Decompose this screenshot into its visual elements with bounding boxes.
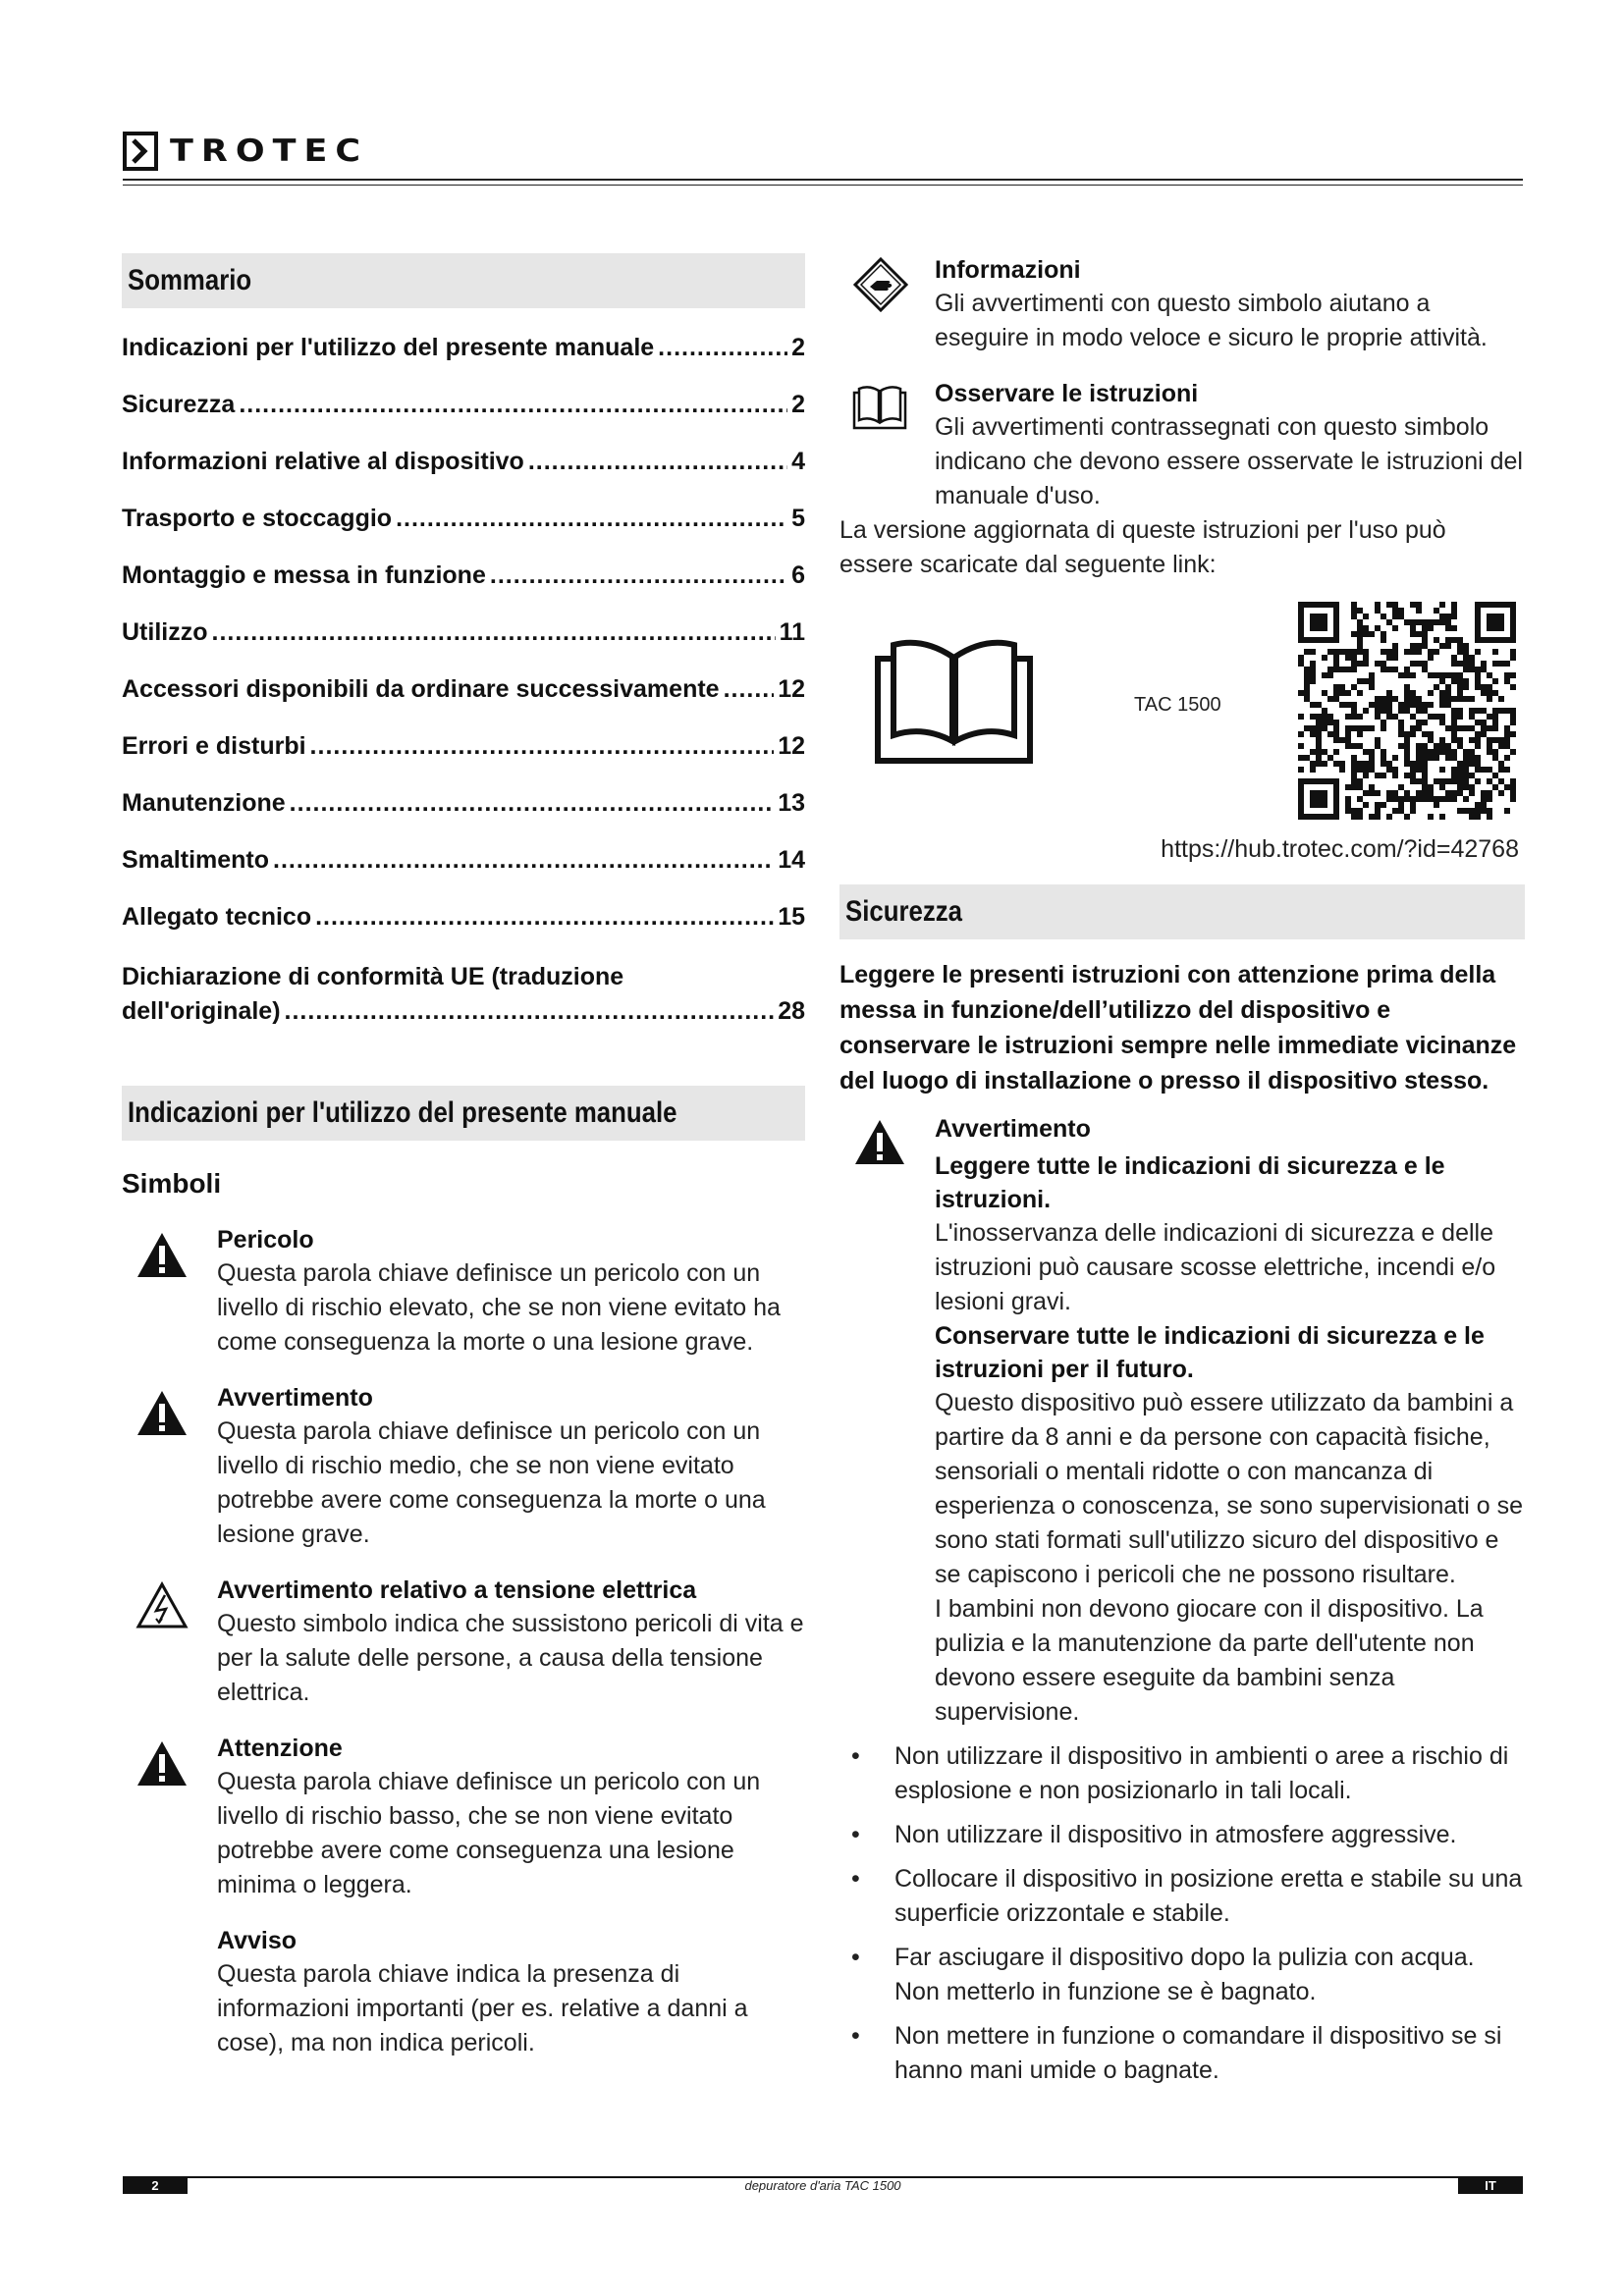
safety-warning: Avvertimento Leggere tutte le indicazioni di sicurezza e le istruzioni. L'inosservanza delle indicazioni di sicurezza e delle istruzioni può causare scosse elettriche, incendi e/o lesioni gravi. Conservare tutte le indicazioni di sicurezza e le istruzioni per il futuro. Questo dispositivo può essere utilizzato da bambini a partire da 8 anni e da persone con capacità fisiche, sensoriali o mentali ridotte o con mancanza di esperienza o conoscenza, se sono supervisionati o se sono stati formati sull'utilizzo sicuro del dispositivo e se capiscono i pericoli che ne possono risultare. I bambini non devono giocare con il dispositivo. La pulizia e la manutenzione da parte dell'utente non devono essere eseguite da bambini senza supervisione.	[839, 1112, 1525, 1730]
left-column	[122, 253, 805, 2060]
brand-name: TROTEC	[170, 133, 369, 169]
warning-icon	[135, 1389, 189, 1438]
symbol-danger: Pericolo Questa parola chiave definisce un pericolo con un livello di rischio elevato, che se non viene evitato ha come conseguenza la morte o una lesione grave.	[122, 1223, 805, 1360]
header-divider	[123, 179, 1523, 181]
toc-entry[interactable]: Accessori disponibili da ordinare successivamente ..... 12	[122, 664, 805, 721]
right-column	[839, 253, 1525, 2088]
qr-code[interactable]	[1298, 602, 1516, 820]
safety-heading: Sicurezza	[839, 884, 1525, 939]
header-divider-thin	[123, 185, 1523, 186]
toc-entry[interactable]: Informazioni relative al dispositivo ..... 4	[122, 436, 805, 493]
list-item: • Non utilizzare il dispositivo in ambienti o aree a rischio di esplosione e non posizionarlo in tali locali.	[839, 1739, 1525, 1808]
toc-entry[interactable]: Montaggio e messa in funzione ..... 6	[122, 550, 805, 607]
toc-entry[interactable]: Smaltimento ..... 14	[122, 834, 805, 891]
safety-intro: Leggere le presenti istruzioni con attenzione prima della messa in funzione/dell’utilizzo del dispositivo e conservare le istruzioni sempre nelle immediate vicinanze del luogo di installazione o presso il dispositivo stesso.	[839, 961, 1517, 1095]
list-item: • Collocare il dispositivo in posizione eretta e stabile su una superficie orizzontale e stabile.	[839, 1862, 1525, 1931]
symbol-info: Informazioni Gli avvertimenti con questo simbolo aiutano a eseguire in modo veloce e sicuro le proprie attività.	[839, 253, 1525, 355]
download-url[interactable]: https://hub.trotec.com/?id=42768	[1161, 835, 1519, 863]
download-text: La versione aggiornata di queste istruzioni per l'uso può essere scaricate dal seguente link:	[839, 516, 1446, 578]
symbol-caution: Attenzione Questa parola chiave definisce un pericolo con un livello di rischio basso, che se non viene evitato potrebbe avere come conseguenza una lesione minima o leggera.	[122, 1732, 805, 1902]
warning-icon	[853, 1118, 906, 1167]
symbol-electric: Avvertimento relativo a tensione elettrica Questo simbolo indica che sussistono pericoli di vita e per la salute delle persone, a causa della tensione elettrica.	[122, 1574, 805, 1710]
toc-heading: Sommario	[122, 253, 805, 308]
model-label: TAC 1500	[1134, 694, 1221, 716]
manual-heading: Indicazioni per l'utilizzo del presente manuale	[122, 1086, 805, 1141]
list-item: • Non mettere in funzione o comandare il dispositivo se si hanno mani umide o bagnate.	[839, 2019, 1525, 2088]
list-item: • Far asciugare il dispositivo dopo la pulizia con acqua. Non metterlo in funzione se è bagnato.	[839, 1941, 1525, 2009]
caution-icon	[135, 1739, 189, 1789]
toc-entry[interactable]: Utilizzo ..... 11	[122, 607, 805, 664]
danger-warning-icon	[135, 1231, 189, 1280]
symbol-warning: Avvertimento Questa parola chiave definisce un pericolo con un livello di rischio medio, che se non viene evitato potrebbe avere come conseguenza la morte o una lesione grave.	[122, 1381, 805, 1552]
table-of-contents	[122, 322, 805, 1029]
toc-entry[interactable]: Allegato tecnico ..... 15	[122, 891, 805, 948]
trotec-logo	[123, 132, 368, 171]
safety-list	[839, 1739, 1525, 2088]
download-block	[839, 596, 1525, 871]
electric-voltage-icon	[135, 1581, 189, 1630]
manual-book-icon	[851, 383, 908, 430]
toc-entry[interactable]: Indicazioni per l'utilizzo del presente manuale ..... 2	[122, 322, 805, 379]
symbols-heading: Simboli	[122, 1168, 222, 1199]
page-footer	[123, 2176, 1523, 2194]
footer-title: depuratore d'aria TAC 1500	[744, 2178, 901, 2193]
symbol-notice: Avviso Questa parola chiave indica la presenza di informazioni importanti (per es. relative a danni a cose), ma non indica pericoli.	[217, 1927, 748, 2056]
logo-chevron-icon	[123, 132, 158, 171]
language-badge: IT	[1458, 2178, 1523, 2194]
manual-book-icon	[874, 637, 1034, 765]
page-number: 2	[123, 2178, 188, 2194]
toc-entry[interactable]: Dichiarazione di conformità UE (traduzione dell'originale) ..... 28	[122, 960, 805, 1029]
toc-entry[interactable]: Trasporto e stoccaggio ..... 5	[122, 493, 805, 550]
toc-entry[interactable]: Sicurezza ..... 2	[122, 379, 805, 436]
info-hand-icon	[853, 257, 908, 312]
symbol-manual: Osservare le istruzioni Gli avvertimenti contrassegnati con questo simbolo indicano che devono essere osservate le istruzioni del manuale d'uso.	[839, 377, 1525, 513]
list-item: • Non utilizzare il dispositivo in atmosfere aggressive.	[839, 1818, 1525, 1852]
toc-entry[interactable]: Errori e disturbi ..... 12	[122, 721, 805, 777]
toc-entry[interactable]: Manutenzione ..... 13	[122, 777, 805, 834]
